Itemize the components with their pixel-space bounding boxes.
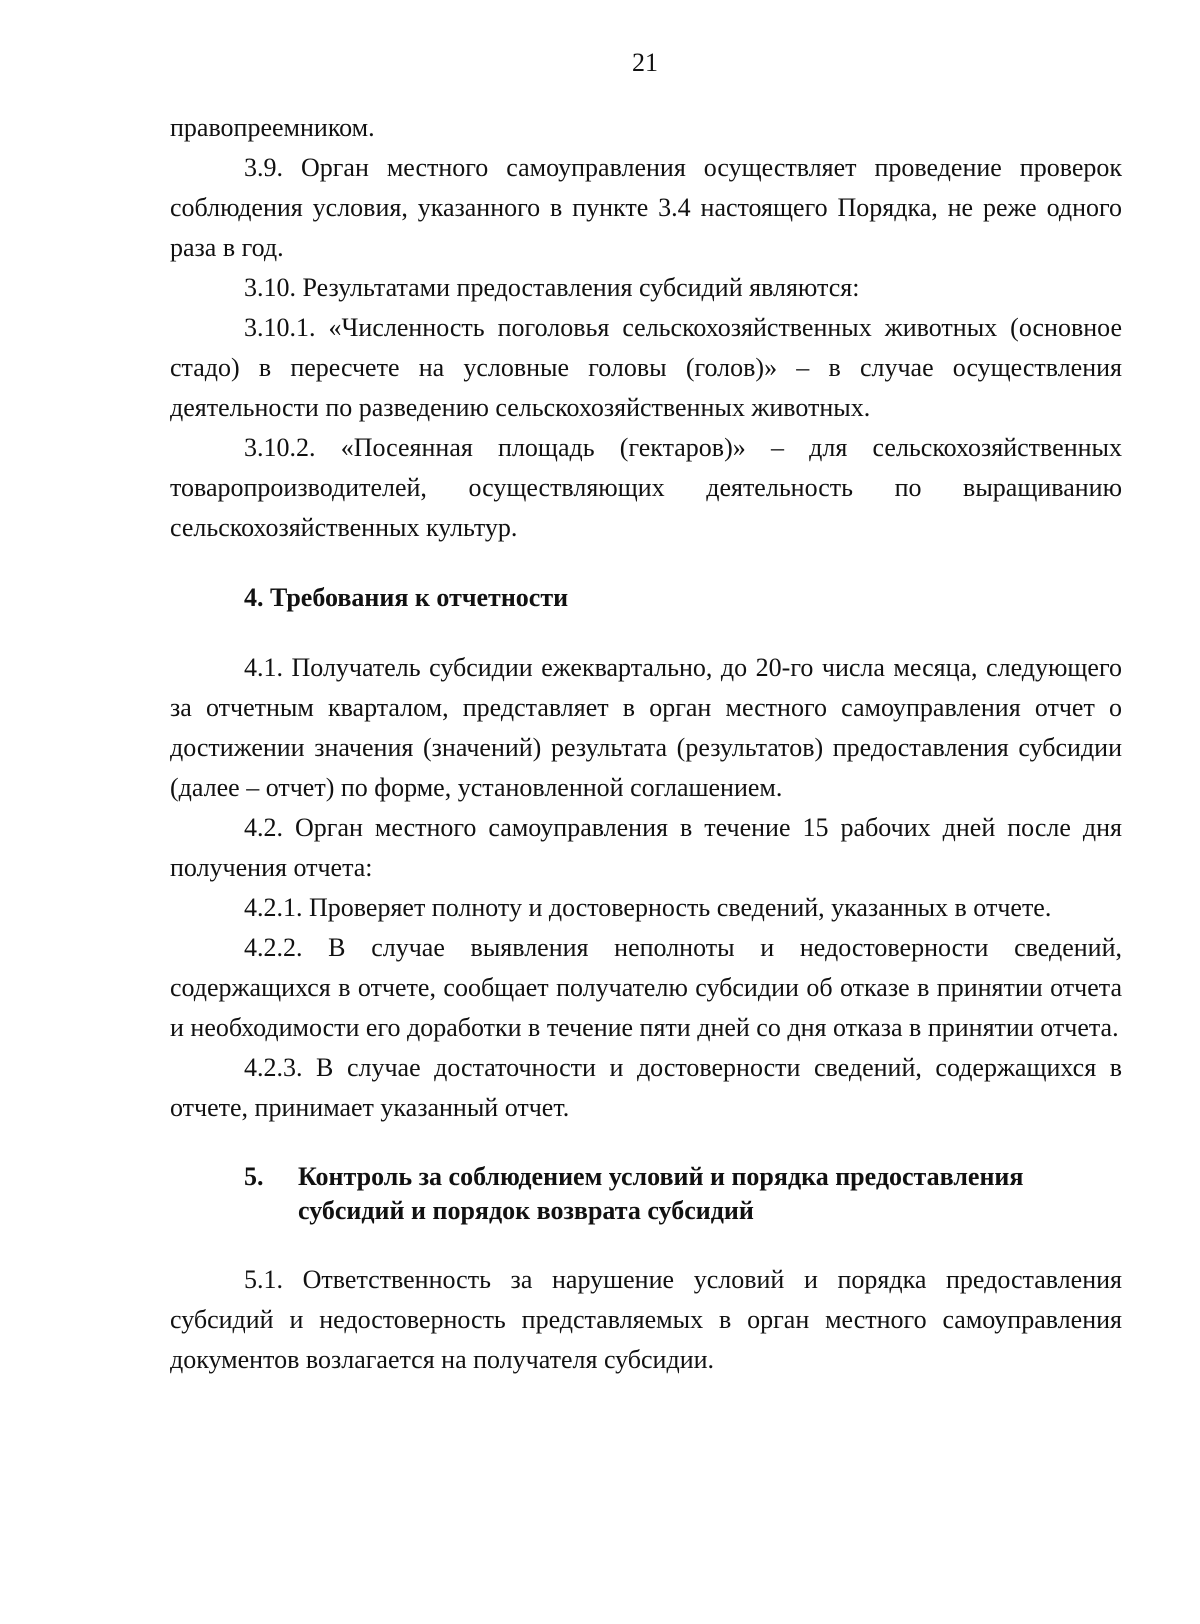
paragraph-4-2-3: 4.2.3. В случае достаточности и достоверности сведений, содержащихся в отчете, принимает указанный отчет. — [170, 1053, 1122, 1122]
paragraph-4-2-2: 4.2.2. В случае выявления неполноты и недостоверности сведений, содержащихся в отчете, сообщает получателю субсидии об отказе в принятии отчета и необходимости его доработки в течение пяти дней со дня отказа в принятии отчета. — [170, 933, 1122, 1042]
page-number: 21 — [632, 48, 658, 77]
document-body — [170, 108, 1122, 1380]
paragraph-3-9: 3.9. Орган местного самоуправления осуществляет проведение проверок соблюдения условия, указанного в пункте 3.4 настоящего Порядка, не реже одного раза в год. — [170, 153, 1122, 262]
paragraph-3-10-2: 3.10.2. «Посеянная площадь (гектаров)» – для сельскохозяйственных товаропроизводителей, осуществляющих деятельность по выращиванию сельскохозяйственных культур. — [170, 433, 1122, 542]
section-5-title: Контроль за соблюдением условий и порядка предоставления субсидий и порядок возврата субсидий — [298, 1162, 1024, 1225]
section-5-number: 5. — [244, 1162, 264, 1191]
paragraph-continuation: правопреемником. — [170, 113, 375, 142]
paragraph-5-1: 5.1. Ответственность за нарушение условий и порядка предоставления субсидий и недостоверность представляемых в орган местного самоуправления документов возлагается на получателя субсидии. — [170, 1265, 1122, 1374]
section-4-heading: 4. Требования к отчетности — [244, 583, 569, 612]
paragraph-4-1: 4.1. Получатель субсидии ежеквартально, до 20-го числа месяца, следующего за отчетным кварталом, представляет в орган местного самоуправления отчет о достижении значения (значений) результата (результатов) предоставления субсидии (далее – отчет) по форме, установленной соглашением. — [170, 653, 1122, 802]
paragraph-4-2: 4.2. Орган местного самоуправления в течение 15 рабочих дней после дня получения отчета: — [170, 813, 1122, 882]
paragraph-4-2-1: 4.2.1. Проверяет полноту и достоверность сведений, указанных в отчете. — [244, 893, 1052, 922]
paragraph-3-10: 3.10. Результатами предоставления субсидий являются: — [244, 273, 860, 302]
section-5-heading — [170, 1160, 1122, 1228]
paragraph-3-10-1: 3.10.1. «Численность поголовья сельскохозяйственных животных (основное стадо) в пересчете на условные головы (голов)» – в случае осуществления деятельности по разведению сельскохозяйственных животных. — [170, 313, 1122, 422]
